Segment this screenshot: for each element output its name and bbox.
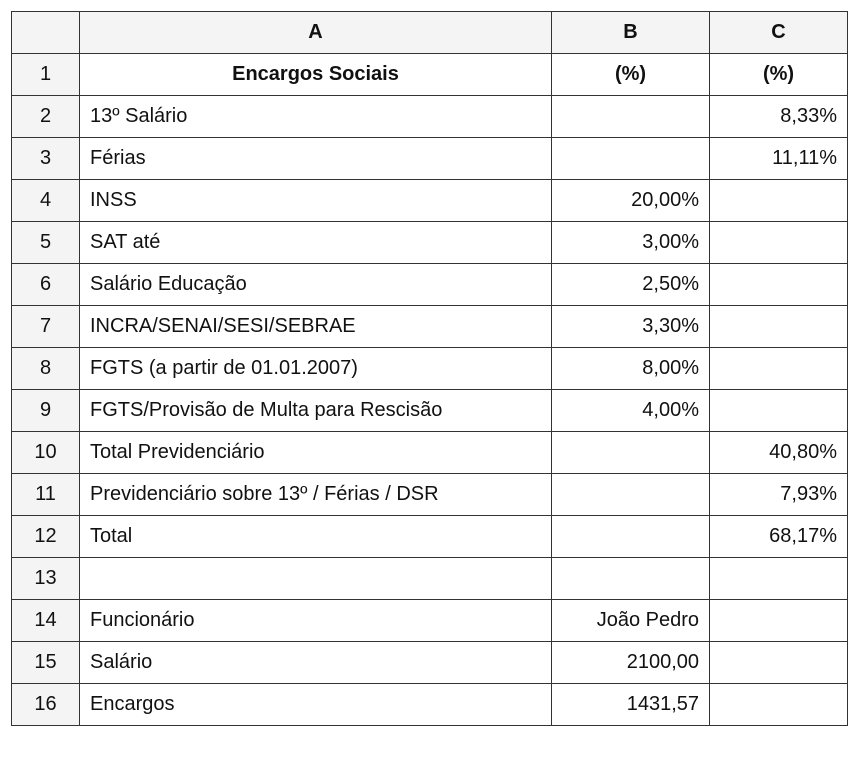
cell-b[interactable]: 2,50% (552, 264, 710, 306)
cell-b[interactable] (552, 138, 710, 180)
cell-c[interactable]: 68,17% (710, 516, 848, 558)
cell-a[interactable] (80, 558, 552, 600)
table-row (12, 54, 848, 96)
row-header[interactable]: 3 (12, 138, 80, 180)
row-header[interactable]: 16 (12, 684, 80, 726)
cell-a[interactable]: Encargos Sociais (80, 54, 552, 96)
row-header[interactable]: 12 (12, 516, 80, 558)
table-row (12, 348, 848, 390)
row-header[interactable]: 7 (12, 306, 80, 348)
row-header[interactable]: 6 (12, 264, 80, 306)
column-header-row (12, 12, 848, 54)
cell-c[interactable]: 7,93% (710, 474, 848, 516)
cell-c[interactable] (710, 684, 848, 726)
table-row (12, 558, 848, 600)
cell-a[interactable]: INCRA/SENAI/SESI/SEBRAE (80, 306, 552, 348)
cell-c[interactable] (710, 558, 848, 600)
cell-a[interactable]: Encargos (80, 684, 552, 726)
row-header[interactable]: 1 (12, 54, 80, 96)
row-header[interactable]: 11 (12, 474, 80, 516)
cell-c[interactable] (710, 306, 848, 348)
cell-b[interactable]: João Pedro (552, 600, 710, 642)
row-header[interactable]: 5 (12, 222, 80, 264)
cell-c[interactable]: 40,80% (710, 432, 848, 474)
cell-a[interactable]: Total (80, 516, 552, 558)
select-all-corner[interactable] (12, 12, 80, 54)
cell-a[interactable]: Previdenciário sobre 13º / Férias / DSR (80, 474, 552, 516)
cell-b[interactable] (552, 96, 710, 138)
cell-a[interactable]: INSS (80, 180, 552, 222)
cell-c[interactable] (710, 348, 848, 390)
cell-b[interactable]: 1431,57 (552, 684, 710, 726)
table-row (12, 684, 848, 726)
cell-c[interactable]: 11,11% (710, 138, 848, 180)
table-row (12, 432, 848, 474)
cell-c[interactable] (710, 222, 848, 264)
cell-a[interactable]: Funcionário (80, 600, 552, 642)
table-row (12, 306, 848, 348)
row-header[interactable]: 4 (12, 180, 80, 222)
cell-c[interactable]: (%) (710, 54, 848, 96)
cell-c[interactable] (710, 180, 848, 222)
row-header[interactable]: 10 (12, 432, 80, 474)
cell-b[interactable]: (%) (552, 54, 710, 96)
column-header-a[interactable]: A (80, 12, 552, 54)
cell-b[interactable] (552, 474, 710, 516)
table-row (12, 390, 848, 432)
row-header[interactable]: 14 (12, 600, 80, 642)
row-header[interactable]: 9 (12, 390, 80, 432)
table-row (12, 138, 848, 180)
cell-a[interactable]: Salário (80, 642, 552, 684)
row-header[interactable]: 13 (12, 558, 80, 600)
table-row (12, 642, 848, 684)
table-row (12, 600, 848, 642)
spreadsheet-grid (11, 11, 848, 726)
cell-b[interactable] (552, 516, 710, 558)
row-header[interactable]: 8 (12, 348, 80, 390)
row-header[interactable]: 15 (12, 642, 80, 684)
cell-c[interactable] (710, 390, 848, 432)
cell-b[interactable] (552, 558, 710, 600)
cell-b[interactable]: 2100,00 (552, 642, 710, 684)
cell-c[interactable] (710, 264, 848, 306)
cell-b[interactable]: 20,00% (552, 180, 710, 222)
cell-a[interactable]: 13º Salário (80, 96, 552, 138)
cell-b[interactable]: 8,00% (552, 348, 710, 390)
cell-a[interactable]: SAT até (80, 222, 552, 264)
table-row (12, 474, 848, 516)
table-row (12, 96, 848, 138)
cell-a[interactable]: Férias (80, 138, 552, 180)
cell-a[interactable]: FGTS (a partir de 01.01.2007) (80, 348, 552, 390)
table-row (12, 222, 848, 264)
cell-c[interactable] (710, 600, 848, 642)
table-row (12, 180, 848, 222)
cell-b[interactable]: 4,00% (552, 390, 710, 432)
column-header-b[interactable]: B (552, 12, 710, 54)
cell-c[interactable]: 8,33% (710, 96, 848, 138)
cell-a[interactable]: Salário Educação (80, 264, 552, 306)
cell-a[interactable]: Total Previdenciário (80, 432, 552, 474)
cell-a[interactable]: FGTS/Provisão de Multa para Rescisão (80, 390, 552, 432)
row-header[interactable]: 2 (12, 96, 80, 138)
table-row (12, 264, 848, 306)
cell-b[interactable]: 3,30% (552, 306, 710, 348)
cell-b[interactable]: 3,00% (552, 222, 710, 264)
table-row (12, 516, 848, 558)
cell-c[interactable] (710, 642, 848, 684)
cell-b[interactable] (552, 432, 710, 474)
column-header-c[interactable]: C (710, 12, 848, 54)
